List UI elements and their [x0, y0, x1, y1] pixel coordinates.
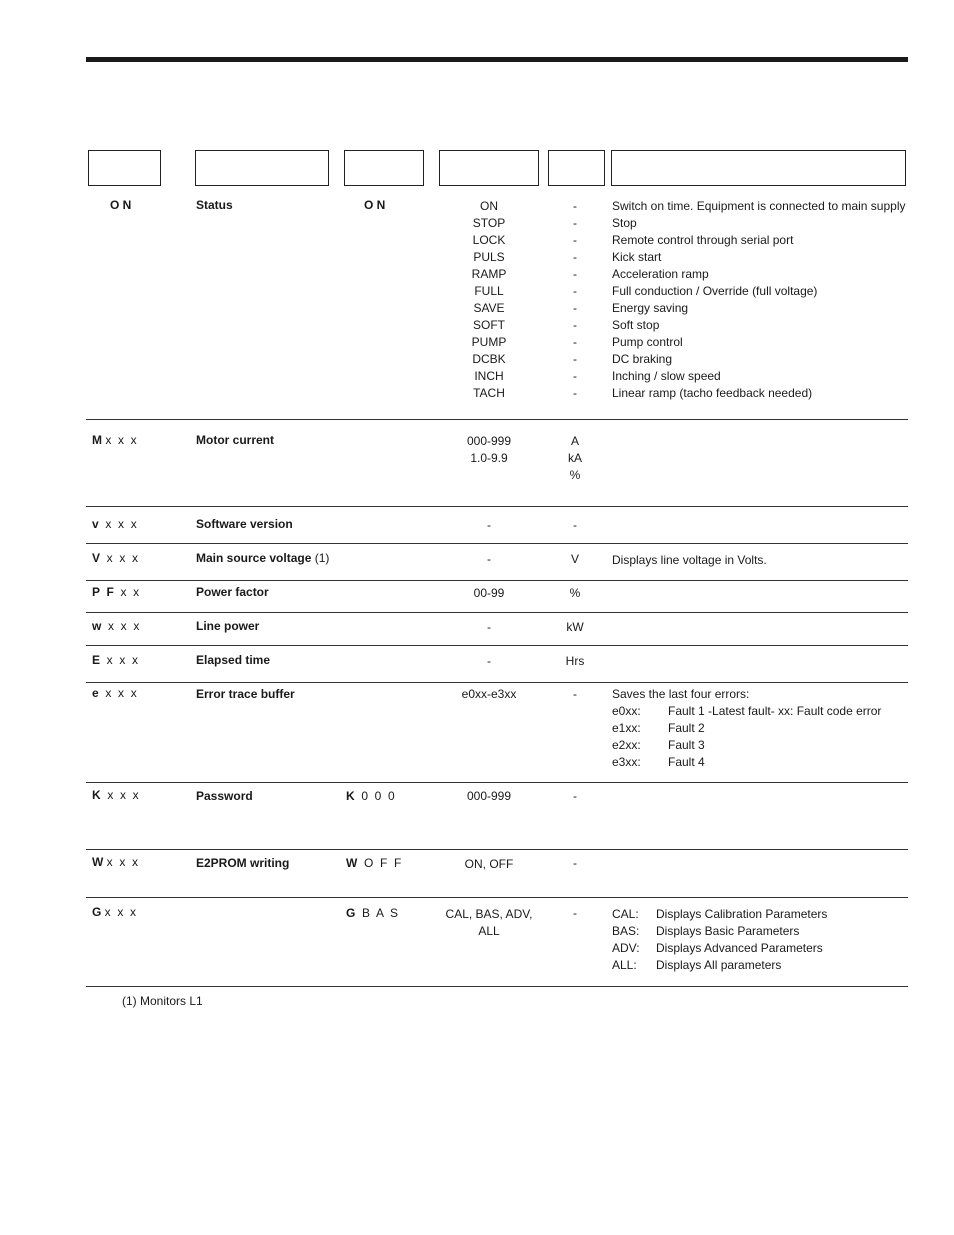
error-entry: e1xx: Fault 2: [612, 721, 705, 735]
row-range: -: [487, 552, 491, 566]
row-name: Power factor: [196, 585, 269, 599]
row-range: 00-99: [473, 586, 505, 600]
row-code: K x x x: [92, 788, 139, 802]
row-unit: Hrs: [565, 654, 585, 668]
row-unit: - - - - - - - - - - - -: [573, 199, 577, 400]
row-default: O N: [364, 198, 386, 212]
row-name: Main source voltage (1): [196, 551, 330, 565]
row-code: e x x x: [92, 686, 137, 700]
header-box-unit: [548, 150, 605, 186]
row-name: Elapsed time: [196, 653, 271, 667]
row-code: E x x x: [92, 653, 139, 667]
header-box-range: [439, 150, 539, 186]
row-name: Error trace buffer: [196, 687, 295, 701]
header-box-name: [195, 150, 329, 186]
row-range: CAL, BAS, ADV, ALL: [445, 907, 533, 938]
row-name: Motor current: [196, 433, 274, 447]
row-divider: [86, 682, 908, 683]
row-name: Software version: [196, 517, 293, 531]
top-rule: [86, 57, 908, 62]
row-divider: [86, 782, 908, 783]
row-description: Switch on time. Equipment is connected to main supply Stop Remote control through serial port Kick start Acceleration ramp Full conduction / Override (full voltage) Energy saving Soft stop Pump control DC braking Inching / slow speed Linear ramp (tacho feedback needed): [612, 199, 906, 400]
row-name: Status: [196, 198, 233, 212]
row-code: w x x x: [92, 619, 140, 633]
row-divider: [86, 986, 908, 987]
footnote: (1) Monitors L1: [122, 994, 203, 1008]
row-code: V x x x: [92, 551, 139, 565]
header-box-code: [88, 150, 161, 186]
group-entry: CAL: Displays Calibration Parameters: [612, 907, 828, 921]
row-range: ON, OFF: [464, 857, 514, 871]
row-divider: [86, 612, 908, 613]
row-code: P F x x: [92, 585, 140, 599]
row-code: G x x x: [92, 905, 137, 919]
row-default: G B A S: [346, 906, 399, 920]
header-box-description: [611, 150, 906, 186]
row-range: 000-999: [466, 789, 512, 803]
row-unit: kW: [566, 620, 584, 634]
row-unit: A kA %: [567, 434, 582, 482]
row-range: 000-999 1.0-9.9: [466, 434, 512, 465]
row-unit: %: [569, 586, 581, 600]
row-divider: [86, 580, 908, 581]
row-range: -: [487, 518, 491, 532]
row-unit: -: [573, 518, 577, 532]
group-entry: ALL: Displays All parameters: [612, 958, 782, 972]
header-box-default: [344, 150, 424, 186]
group-entry: BAS: Displays Basic Parameters: [612, 924, 800, 938]
row-code: M x x x: [92, 433, 137, 447]
row-range: e0xx-e3xx: [461, 687, 517, 701]
error-entry: e3xx: Fault 4: [612, 755, 705, 769]
row-range: ON STOP LOCK PULS RAMP FULL SAVE SOFT PUMP DCBK INCH TACH: [471, 199, 507, 400]
row-unit: -: [573, 687, 577, 701]
row-name: Line power: [196, 619, 260, 633]
row-divider: [86, 543, 908, 544]
row-code: W x x x: [92, 855, 138, 869]
row-range: -: [487, 620, 491, 634]
row-unit: -: [573, 906, 577, 920]
row-range: -: [487, 654, 491, 668]
row-unit: -: [573, 856, 577, 870]
row-default: K 0 0 0: [346, 789, 395, 803]
row-code: O N: [110, 198, 132, 212]
row-description: Displays line voltage in Volts.: [612, 553, 767, 567]
row-default: W O F F: [346, 856, 402, 870]
group-entry: ADV: Displays Advanced Parameters: [612, 941, 823, 955]
row-code: v x x x: [92, 517, 137, 531]
row-description: Saves the last four errors: e0xx: Fault 1 -Latest fault- xx: Fault code error e1xx: Fault 2 e2xx: Fault 3 e3xx: Fault 4: [612, 686, 908, 771]
row-unit: -: [573, 789, 577, 803]
row-divider: [86, 506, 908, 507]
row-divider: [86, 897, 908, 898]
row-description: [612, 906, 908, 974]
row-unit: V: [570, 552, 579, 566]
row-name: Password: [196, 789, 253, 803]
row-name: E2PROM writing: [196, 856, 290, 870]
row-divider: [86, 849, 908, 850]
row-divider: [86, 419, 908, 420]
row-divider: [86, 645, 908, 646]
error-entry: e2xx: Fault 3: [612, 738, 705, 752]
error-entry: e0xx: Fault 1 -Latest fault- xx: Fault code error: [612, 704, 882, 718]
